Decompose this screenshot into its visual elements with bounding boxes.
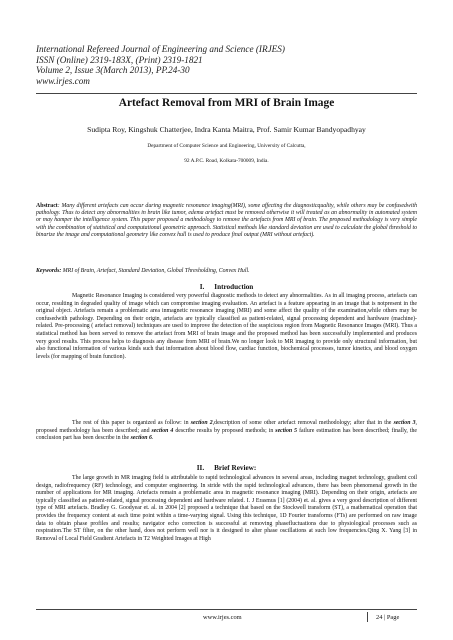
- section-ref: section 2: [190, 420, 213, 426]
- journal-issn: ISSN (Online) 2319-183X, (Print) 2319-1821: [36, 54, 203, 65]
- section-heading-introduction: [36, 283, 417, 291]
- keywords: [36, 268, 417, 274]
- section-title: Brief Review: [214, 464, 254, 472]
- journal-name: International Refereed Journal of Engineering and Science (IRJES): [36, 44, 285, 54]
- section-title-suffix: :: [253, 464, 257, 472]
- abstract: [36, 203, 417, 239]
- section-number: II.: [196, 464, 205, 472]
- section-ref: section 5: [275, 427, 298, 434]
- footer-rule: [36, 609, 417, 610]
- keywords-label: Keywords:: [36, 268, 62, 274]
- introduction-paragraph-1: Magnetic Resonance Imaging is considered very powerful diagnostic methods to detect any abnormalities. As in all imaging process, artefacts can occur, resulting in degraded quality of image which can compromise imaging evaluation. An artefact is a feature appearing in an image that is notpresent in the original object. Artefacts remain a problematic area inmagnetic resonance imaging (MRI) and some affect the quality of the examination,while others may be confusedwith pathology. Depending on their origin, artefacts are typically classified as patient-related, signal processing dependent and hardware (machine)-related. Pre-processing ( artefact removal) techniques are used to improve the detection of the suspicious region from Magnetic Resonance Images (MRI). Thus a statistical method has been served to remove the artefact from MRI of brain image and the proposed method has been successfully implemented and produces very good results. This process helps to diagnosis any disease from MRI of brain.We no longer look to MR imaging to provide only structural information, but also functional information of various kinds such that information about blood flow, cardiac function, biochemical processes, tumor kinetics, and blood oxygen levels (for mapping of brain function).: [36, 293, 417, 360]
- section-ref: section 3: [393, 420, 416, 426]
- text-run: .: [151, 435, 154, 442]
- text-run: failure estimation has been described; finally, the conclusion part has been describe in the: [36, 427, 417, 442]
- paper-authors: Sudipta Roy, Kingshuk Chatterjee, Indra Kanta Maitra, Prof. Samir Kumar Bandyopadhyay: [87, 125, 366, 134]
- section-number: I.: [199, 283, 205, 291]
- text-run: ,description of some other artefact removal methodology; after that in the: [212, 420, 394, 426]
- journal-volume: Volume 2, Issue 3(March 2013), PP.24-30: [36, 65, 190, 76]
- text-run: , proposed methodology has been described; and: [36, 420, 418, 434]
- introduction-paragraph-2: [36, 420, 417, 443]
- section-ref: section 4: [151, 427, 174, 434]
- brief-review-paragraph-1: The large growth in MR imaging field is attributable to rapid technological advances in several areas, including magnet technology, gradient coil design, radiofrequency (RF) technology, and computer engineering. In stride with the rapid technological advances, there has been phenomenal growth in the number of applications for MR imaging. Artefacts remain a problematic area in magnetic resonance imaging (MRI). Depending on their origin, artefacts are typically classified as patient-related, signal processing dependent and hardware related. I. J Erasmus [1] (2004) et. al. gives a very good description of different type of MRI artefacts. Bradley G. Goodyear et. al. in 2004 [2] proposed a technique that based on the Stockwell transform (ST), a mathematical operation that provides the frequency content at each time point within a time-varying signal. Using this technique, 1D Fourier transforms (FTs) are performed on raw image data to obtain phase profiles and results; navigator echo correction is successful at removing phasefluctuations due to physiological processes such as respiration.The ST filter, on the other hand, does not perform well nor is it designed to alter phase oscillations at such low frequencies.Qing X. Yang [3] in Removal of Local Field Gradient Artefacts in T2 Weighted Images at High: [36, 475, 417, 542]
- abstract-label: Abstract: [36, 203, 58, 209]
- section-heading-brief-review: [36, 464, 417, 472]
- journal-header: [36, 44, 416, 86]
- affiliation-department: Department of Computer Science and Engineering, University of Calcutta,: [147, 143, 306, 149]
- text-run: describe results by proposed methods; in: [173, 427, 276, 434]
- footer-separator: [367, 612, 368, 622]
- keywords-text: MRI of Brain, Artefact, Standard Deviation, Global Thresholding, Convex Hull.: [62, 268, 250, 274]
- abstract-text: : Many different artefacts can occur during magnetic resonance imaging(MRI), some affecting the diagnosticquality, while others may be confusedwith pathology. Thus to detect any abnormalities in brain like tumor, edema artefact must be removed otherwise it will treated as an abnormality in automated system or may hamper the intelligence system. This paper proposed a methodology to remove the artefacts from MRI of brain. The proposed methodology is very simple with the combination of statistical and computational geometric approach. Statistical methods like standard deviation are used to calculate the global threshold to binarize the image and computational geometry like convex hull is used to produce final output (MRI without artefact).: [36, 203, 417, 238]
- section-ref: section 6: [130, 435, 152, 442]
- footer-page-number: 24 | Page: [376, 614, 400, 621]
- affiliation-address: 92 A.P.C. Road, Kolkata-700009, India.: [184, 158, 269, 164]
- journal-url: www.irjes.com: [36, 75, 90, 86]
- paper-title: Artefact Removal from MRI of Brain Image: [118, 97, 335, 109]
- header-rule: [36, 93, 417, 94]
- section-title: Introduction: [214, 283, 254, 291]
- footer-url: www.irjes.com: [203, 614, 242, 621]
- text-run: The rest of this paper is organized as follow: in: [72, 420, 191, 426]
